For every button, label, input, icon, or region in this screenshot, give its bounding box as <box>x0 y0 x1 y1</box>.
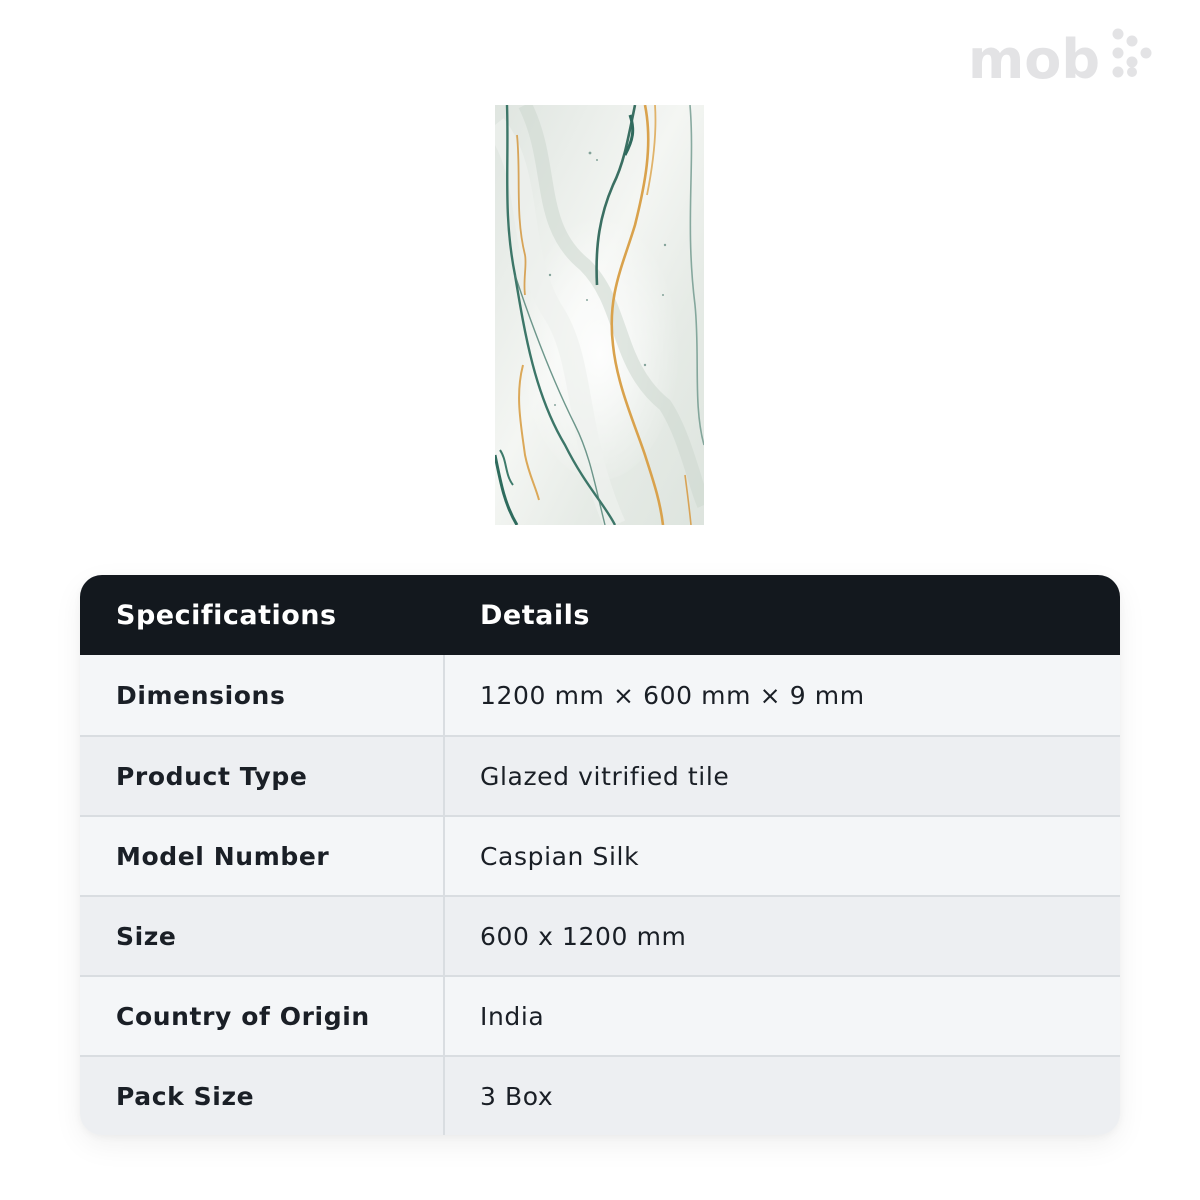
spec-value: India <box>480 1001 545 1031</box>
spec-value: Glazed vitrified tile <box>480 761 730 791</box>
table-row <box>80 975 1120 1055</box>
marble-tile-image <box>495 105 704 525</box>
header-specifications: Specifications <box>116 599 337 631</box>
table-row <box>80 895 1120 975</box>
spec-value: 600 x 1200 mm <box>480 921 687 951</box>
spec-label: Pack Size <box>80 1057 445 1135</box>
brand-logo <box>960 22 1160 90</box>
spec-value: 3 Box <box>480 1081 554 1111</box>
table-row <box>80 655 1120 735</box>
spec-label: Dimensions <box>80 655 445 735</box>
header-details: Details <box>480 599 590 631</box>
table-row <box>80 1055 1120 1135</box>
spec-label: Size <box>80 897 445 975</box>
spec-value: Caspian Silk <box>480 841 640 871</box>
spec-table-header <box>80 575 1120 655</box>
spec-label: Country of Origin <box>80 977 445 1055</box>
table-row <box>80 815 1120 895</box>
brand-logo-text: mob <box>968 28 1101 90</box>
table-row <box>80 735 1120 815</box>
dot-grid-icon <box>1113 29 1152 78</box>
spec-label: Product Type <box>80 737 445 815</box>
spec-table <box>80 575 1120 1135</box>
spec-table-body <box>80 655 1120 1135</box>
spec-label: Model Number <box>80 817 445 895</box>
spec-value: 1200 mm × 600 mm × 9 mm <box>480 680 865 710</box>
